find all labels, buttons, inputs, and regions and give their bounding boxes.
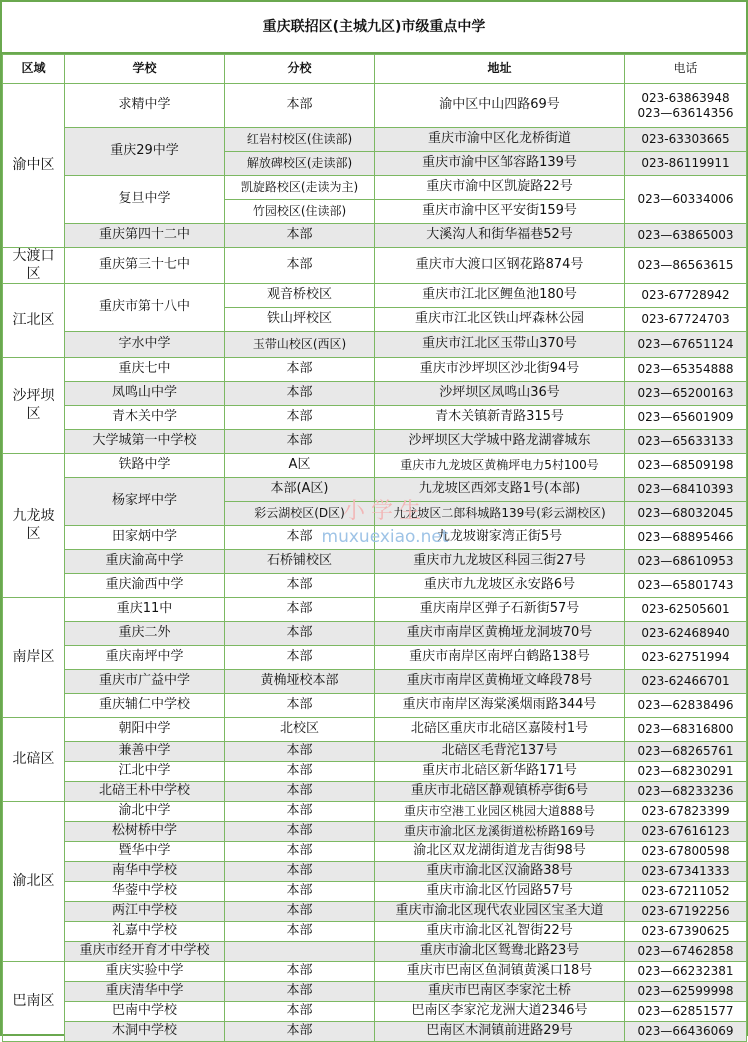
table-row: [3, 646, 747, 670]
branch-cell: 本部: [225, 526, 375, 550]
phone-number: 023-67823399: [641, 804, 730, 818]
school-name-cell: 重庆渝高中学: [65, 550, 225, 574]
phone-number: 023—66232381: [637, 964, 734, 978]
phone-cell: 023—60334006: [625, 176, 747, 224]
region-cell: 渝北区: [3, 802, 65, 962]
school-name-cell: 重庆渝西中学: [65, 574, 225, 598]
branch-cell: 本部: [225, 762, 375, 782]
phone-cell: [625, 742, 747, 762]
branch-cell: 观音桥校区: [225, 284, 375, 308]
phone-number: 023-67341333: [641, 864, 730, 878]
phone-cell: [625, 670, 747, 694]
phone-number: 023—62851577: [637, 1004, 734, 1018]
phone-number: 023—65801743: [637, 578, 734, 592]
address-cell: 重庆市南岸区黄桷垭龙洞坡70号: [375, 622, 625, 646]
school-name-cell: 杨家坪中学: [65, 478, 225, 526]
school-name-cell: 重庆11中: [65, 598, 225, 622]
watermark-url: muxuexiao.net: [321, 527, 449, 547]
branch-cell: 玉带山校区(西区): [225, 332, 375, 358]
school-name-cell: 木洞中学校: [65, 1022, 225, 1042]
school-name-cell: 华蓥中学校: [65, 882, 225, 902]
branch-cell: 本部: [225, 862, 375, 882]
table-row: [3, 284, 747, 308]
address-cell: 重庆市北碚区静观镇桥亭街6号: [375, 782, 625, 802]
branch-cell: 本部: [225, 1002, 375, 1022]
school-name-cell: 重庆第四十二中: [65, 224, 225, 248]
address-cell: 重庆市渝中区邹容路139号: [375, 152, 625, 176]
address-cell: 巴南区木洞镇前进路29号: [375, 1022, 625, 1042]
table-row: [3, 822, 747, 842]
branch-cell: 彩云湖校区(D区): [225, 502, 375, 526]
branch-cell: 本部: [225, 742, 375, 762]
branch-cell: 本部(A区): [225, 478, 375, 502]
phone-cell: [625, 842, 747, 862]
phone-number: 023—65601909: [637, 410, 734, 424]
address-cell: 渝北区双龙湖街道龙吉街98号: [375, 842, 625, 862]
table-row: [3, 430, 747, 454]
header-region: 区域: [3, 55, 65, 84]
phone-cell: [625, 382, 747, 406]
table-row: [3, 406, 747, 430]
address-cell: 九龙坡区西郊支路1号(本部): [375, 478, 625, 502]
phone-cell: [625, 762, 747, 782]
address-cell: 重庆南岸区弹子石新街57号: [375, 598, 625, 622]
region-cell: 大渡口区: [3, 248, 65, 284]
branch-cell: [225, 942, 375, 962]
phone-number: 023—68032045: [637, 506, 734, 520]
phone-cell: [625, 332, 747, 358]
region-cell: 江北区: [3, 284, 65, 358]
table-row: [3, 922, 747, 942]
phone-cell: [625, 646, 747, 670]
phone-number: 023-67616123: [641, 824, 730, 838]
address-cell: 重庆市渝中区凯旋路22号: [375, 176, 625, 200]
address-cell: 重庆市渝中区平安街159号: [375, 200, 625, 224]
table-row: [3, 550, 747, 574]
region-cell: 渝中区: [3, 84, 65, 248]
table-row: [3, 1002, 747, 1022]
phone-number: 023—67651124: [637, 337, 734, 351]
table-row: [3, 176, 747, 200]
region-cell: 巴南区: [3, 962, 65, 1042]
address-cell: 重庆市南岸区海棠溪烟雨路344号: [375, 694, 625, 718]
address-cell: 重庆市北碚区新华路171号: [375, 762, 625, 782]
phone-number: 023—65354888: [637, 362, 734, 376]
branch-cell: 本部: [225, 822, 375, 842]
school-name-cell: 礼嘉中学校: [65, 922, 225, 942]
branch-cell: 本部: [225, 430, 375, 454]
phone-number: 023—68895466: [637, 530, 734, 544]
phone-cell: [625, 598, 747, 622]
table-row: [3, 942, 747, 962]
address-cell: 重庆市渝北区鸳鸯北路23号: [375, 942, 625, 962]
branch-cell: A区: [225, 454, 375, 478]
phone-number: 023—62599998: [637, 984, 734, 998]
table-row: [3, 128, 747, 152]
table-row: [3, 358, 747, 382]
address-cell: 重庆市渝北区竹园路57号: [375, 882, 625, 902]
phone-cell: [625, 862, 747, 882]
address-cell: 重庆市渝中区化龙桥街道: [375, 128, 625, 152]
table-row: [3, 902, 747, 922]
phone-cell: [625, 982, 747, 1002]
address-cell: 渝中区中山四路69号: [375, 84, 625, 128]
phone-number: 023-86119911: [641, 156, 730, 170]
school-name-cell: 松树桥中学: [65, 822, 225, 842]
phone-number: 023-62751994: [641, 650, 730, 664]
school-name-cell: 重庆市广益中学: [65, 670, 225, 694]
address-cell: 重庆市渝北区汉渝路38号: [375, 862, 625, 882]
header-address: 地址: [375, 55, 625, 84]
school-name-cell: 求精中学: [65, 84, 225, 128]
table-row: [3, 962, 747, 982]
school-name-cell: 重庆南坪中学: [65, 646, 225, 670]
branch-cell: 本部: [225, 982, 375, 1002]
table-row: [3, 454, 747, 478]
phone-cell: [625, 622, 747, 646]
school-name-cell: 大学城第一中学校: [65, 430, 225, 454]
table-row: [3, 862, 747, 882]
address-cell: 沙坪坝区凤鸣山36号: [375, 382, 625, 406]
school-name-cell: 青木关中学: [65, 406, 225, 430]
watermark-logo-text: 小学生: [342, 499, 427, 524]
branch-cell: 本部: [225, 782, 375, 802]
table-row: [3, 762, 747, 782]
branch-cell: 本部: [225, 694, 375, 718]
phone-number: 023-63863948: [641, 90, 730, 105]
phone-cell: [625, 358, 747, 382]
table-row: [3, 332, 747, 358]
table-row: [3, 382, 747, 406]
branch-cell: 黄桷垭校本部: [225, 670, 375, 694]
school-name-cell: 朝阳中学: [65, 718, 225, 742]
address-cell: 重庆市九龙坡区永安路6号: [375, 574, 625, 598]
address-cell: 重庆市巴南区李家沱土桥: [375, 982, 625, 1002]
phone-number: 023—67462858: [637, 944, 734, 958]
address-cell: 重庆市江北区鲤鱼池180号: [375, 284, 625, 308]
branch-cell: 石桥铺校区: [225, 550, 375, 574]
phone-number: 023—63614356: [637, 105, 734, 120]
school-name-cell: 重庆市第十八中: [65, 284, 225, 332]
table-row: [3, 842, 747, 862]
school-name-cell: 南华中学校: [65, 862, 225, 882]
phone-cell: [625, 454, 747, 478]
address-cell: 重庆市九龙坡区黄桷坪电力5村100号: [375, 454, 625, 478]
phone-cell: [625, 942, 747, 962]
page-title: 重庆联招区(主城九区)市级重点中学: [2, 2, 746, 54]
address-cell: 重庆市大渡口区钢花路874号: [375, 248, 625, 284]
phone-number: 023—62838496: [637, 698, 734, 712]
phone-number: 023-62466701: [641, 674, 730, 688]
branch-cell: 凯旋路校区(走读为主): [225, 176, 375, 200]
school-name-cell: 重庆市经开育才中学校: [65, 942, 225, 962]
table-row: [3, 224, 747, 248]
phone-cell: [625, 962, 747, 982]
table-row: [3, 84, 747, 128]
phone-number: 023—66436069: [637, 1024, 734, 1038]
branch-cell: 本部: [225, 358, 375, 382]
table-row: [3, 694, 747, 718]
branch-cell: 本部: [225, 962, 375, 982]
phone-number: 023-67724703: [641, 312, 730, 326]
branch-cell: 本部: [225, 574, 375, 598]
table-row: [3, 574, 747, 598]
school-name-cell: 巴南中学校: [65, 1002, 225, 1022]
phone-cell: [625, 802, 747, 822]
branch-cell: 本部: [225, 882, 375, 902]
phone-number: 023—65633133: [637, 434, 734, 448]
branch-cell: 本部: [225, 802, 375, 822]
branch-cell: 铁山坪校区: [225, 308, 375, 332]
phone-cell: [625, 694, 747, 718]
school-name-cell: 凤鸣山中学: [65, 382, 225, 406]
phone-cell: [625, 128, 747, 152]
address-cell: 重庆市空港工业园区桃园大道888号: [375, 802, 625, 822]
school-name-cell: 重庆29中学: [65, 128, 225, 176]
branch-cell: 本部: [225, 902, 375, 922]
school-name-cell: 铁路中学: [65, 454, 225, 478]
address-cell: 北碚区毛背沱137号: [375, 742, 625, 762]
school-name-cell: 重庆实验中学: [65, 962, 225, 982]
table-row: [3, 670, 747, 694]
branch-cell: 本部: [225, 1022, 375, 1042]
table-row: [3, 1022, 747, 1042]
phone-cell: [625, 84, 747, 128]
address-cell: 巴南区李家沱龙洲大道2346号: [375, 1002, 625, 1022]
phone-cell: [625, 1002, 747, 1022]
region-cell: 沙坪坝区: [3, 358, 65, 454]
phone-number: 023—68410393: [637, 482, 734, 496]
phone-number: 023—68509198: [637, 458, 734, 472]
school-table: [2, 54, 747, 1042]
table-row: [3, 248, 747, 284]
phone-cell: [625, 902, 747, 922]
branch-cell: 本部: [225, 646, 375, 670]
address-cell: 大溪沟人和街华福巷52号: [375, 224, 625, 248]
header-phone: 电话: [625, 55, 747, 84]
phone-number: 023—68610953: [637, 554, 734, 568]
table-row: [3, 526, 747, 550]
address-cell: 重庆市江北区铁山坪森林公园: [375, 308, 625, 332]
address-cell: 重庆市南岸区黄桷垭文峰段78号: [375, 670, 625, 694]
phone-cell: [625, 224, 747, 248]
table-body: [3, 84, 747, 1042]
table-row: [3, 718, 747, 742]
table-row: [3, 598, 747, 622]
phone-number: 023-67211052: [641, 884, 730, 898]
region-cell: 北碚区: [3, 718, 65, 802]
phone-cell: [625, 502, 747, 526]
phone-number: 023-67192256: [641, 904, 730, 918]
phone-number: 023-62468940: [641, 626, 730, 640]
branch-cell: 解放碑校区(走读部): [225, 152, 375, 176]
table-row: [3, 802, 747, 822]
phone-number: 023—63865003: [637, 228, 734, 242]
phone-cell: [625, 550, 747, 574]
school-name-cell: 田家炳中学: [65, 526, 225, 550]
school-name-cell: 渝北中学: [65, 802, 225, 822]
phone-number: 023-67390625: [641, 924, 730, 938]
phone-number: 023—86563615: [637, 258, 734, 272]
phone-cell: [625, 822, 747, 842]
phone-number: 023-63303665: [641, 132, 730, 146]
table-row: [3, 982, 747, 1002]
school-name-cell: 暨华中学: [65, 842, 225, 862]
branch-cell: 本部: [225, 224, 375, 248]
branch-cell: 本部: [225, 406, 375, 430]
header-row: [3, 55, 747, 84]
branch-cell: 本部: [225, 598, 375, 622]
branch-cell: 本部: [225, 922, 375, 942]
school-name-cell: 重庆二外: [65, 622, 225, 646]
phone-number: 023-67728942: [641, 288, 730, 302]
school-name-cell: 江北中学: [65, 762, 225, 782]
phone-cell: [625, 248, 747, 284]
address-cell: 北碚区重庆市北碚区嘉陵村1号: [375, 718, 625, 742]
header-branch: 分校: [225, 55, 375, 84]
address-cell: 重庆市江北区玉带山370号: [375, 332, 625, 358]
branch-cell: 北校区: [225, 718, 375, 742]
address-cell: 九龙坡区二郎科城路139号(彩云湖校区): [375, 502, 625, 526]
address-cell: 重庆市南岸区南坪白鹤路138号: [375, 646, 625, 670]
school-name-cell: 重庆第三十七中: [65, 248, 225, 284]
header-school: 学校: [65, 55, 225, 84]
phone-cell: [625, 406, 747, 430]
phone-number: 023—68265761: [637, 744, 734, 758]
address-cell: 重庆市渝北区龙溪街道松桥路169号: [375, 822, 625, 842]
branch-cell: 本部: [225, 382, 375, 406]
school-name-cell: 北碚王朴中学校: [65, 782, 225, 802]
address-cell: 重庆市渝北区现代农业园区宝圣大道: [375, 902, 625, 922]
school-name-cell: 兼善中学: [65, 742, 225, 762]
phone-number: 023—68316800: [637, 722, 734, 736]
address-cell: 重庆市渝北区礼智街22号: [375, 922, 625, 942]
phone-number: 023—65200163: [637, 386, 734, 400]
table-row: [3, 882, 747, 902]
branch-cell: 本部: [225, 84, 375, 128]
phone-cell: [625, 718, 747, 742]
phone-cell: [625, 152, 747, 176]
phone-cell: [625, 284, 747, 308]
address-cell: 重庆市沙坪坝区沙北街94号: [375, 358, 625, 382]
phone-number: 023-67800598: [641, 844, 730, 858]
phone-cell: [625, 922, 747, 942]
phone-cell: [625, 430, 747, 454]
school-name-cell: 重庆清华中学: [65, 982, 225, 1002]
address-cell: 九龙坡谢家湾正街5号: [375, 526, 625, 550]
region-cell: 九龙坡区: [3, 454, 65, 598]
table-row: [3, 622, 747, 646]
branch-cell: 本部: [225, 248, 375, 284]
table-row: [3, 782, 747, 802]
phone-cell: [625, 574, 747, 598]
address-cell: 沙坪坝区大学城中路龙湖睿城东: [375, 430, 625, 454]
school-name-cell: 复旦中学: [65, 176, 225, 224]
phone-number: 023-62505601: [641, 602, 730, 616]
phone-cell: [625, 308, 747, 332]
phone-cell: [625, 526, 747, 550]
branch-cell: 本部: [225, 842, 375, 862]
address-cell: 重庆市巴南区鱼洞镇黄溪口18号: [375, 962, 625, 982]
table-row: [3, 478, 747, 502]
phone-cell: [625, 1022, 747, 1042]
address-cell: 青木关镇新青路315号: [375, 406, 625, 430]
school-name-cell: 重庆辅仁中学校: [65, 694, 225, 718]
school-name-cell: 字水中学: [65, 332, 225, 358]
branch-cell: 竹园校区(住读部): [225, 200, 375, 224]
phone-number: 023—68230291: [637, 764, 734, 778]
address-cell: 重庆市九龙坡区科园三街27号: [375, 550, 625, 574]
school-name-cell: 重庆七中: [65, 358, 225, 382]
branch-cell: 红岩村校区(住读部): [225, 128, 375, 152]
phone-cell: [625, 478, 747, 502]
phone-number: 023—68233236: [637, 784, 734, 798]
phone-cell: [625, 782, 747, 802]
branch-cell: 本部: [225, 622, 375, 646]
region-cell: 南岸区: [3, 598, 65, 718]
school-name-cell: 两江中学校: [65, 902, 225, 922]
phone-cell: [625, 882, 747, 902]
table-row: [3, 742, 747, 762]
